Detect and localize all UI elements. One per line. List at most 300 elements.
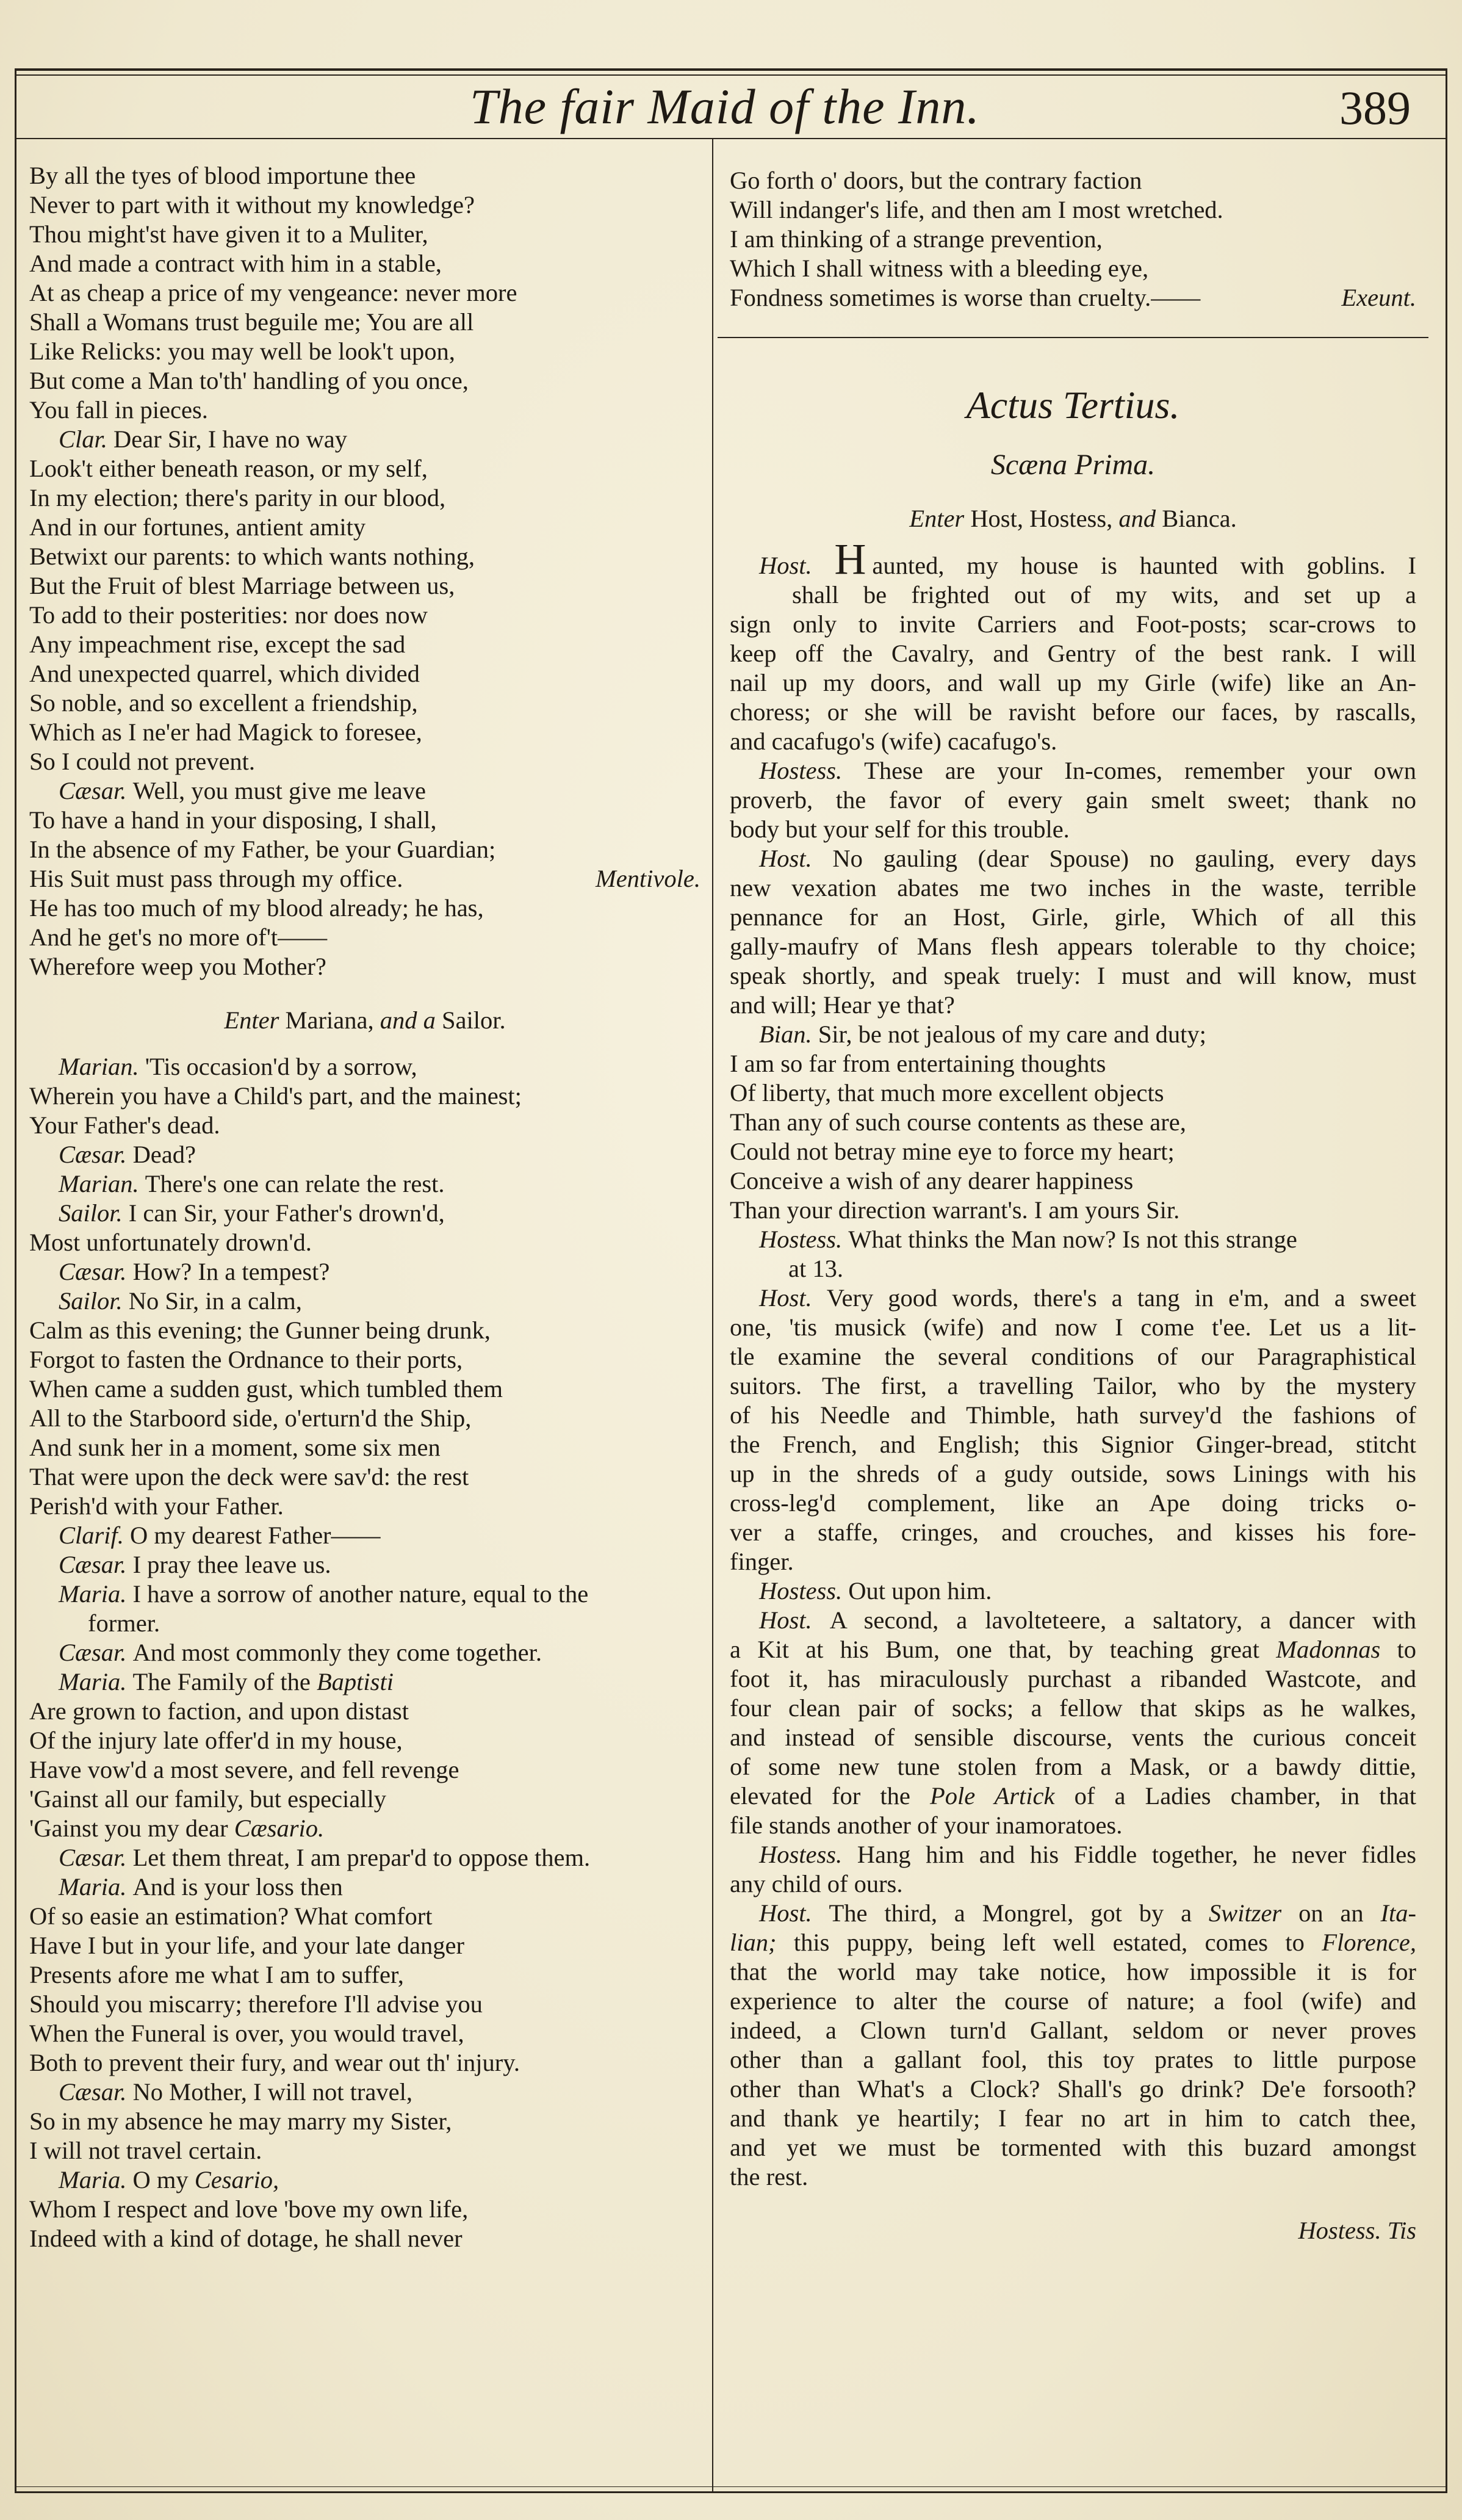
page-border-top-inner (15, 74, 1447, 76)
line-text: up in the shreds of a gudy outside, sows Linings with his (730, 1460, 1416, 1487)
verse-line (730, 195, 1416, 225)
line-text: sign only to invite Carriers and Foot-posts; scar-crows to (730, 610, 1416, 638)
line-text: To add to their posterities: nor does now (29, 601, 428, 629)
verse-line (29, 425, 700, 454)
prose-line (730, 535, 1417, 583)
line-text: experience to alter the course of nature; a fool (wife) and (730, 1987, 1416, 2015)
verse-line (29, 747, 700, 776)
verse-line (29, 1052, 700, 1081)
line-text: one, 'tis musick (wife) and now I come t'ee. Let us a lit- (730, 1313, 1416, 1341)
line-text: The Family of the (132, 1668, 311, 1695)
line-text: All to the Starboord side, o'erturn'd the Ship, (29, 1404, 472, 1432)
prose-line (730, 580, 1416, 610)
line-text: 'Gainst you my dear (29, 1814, 228, 1842)
prose-line (730, 2016, 1416, 2045)
line-text: But come a Man to'th' handling of you once, (29, 367, 469, 394)
verse-line (730, 166, 1416, 195)
line-text: Should you miscarry; therefore I'll advise you (29, 1990, 483, 2018)
line-text: former. (88, 1609, 160, 1637)
line-text: These are your In-comes, remember your own (864, 757, 1416, 784)
prose-line (730, 903, 1416, 932)
line-text: Look't either beneath reason, or my self, (29, 455, 428, 482)
verse-line (29, 1081, 700, 1111)
line-text: I am so far from entertaining thoughts (730, 1050, 1106, 1077)
prose-line (730, 727, 1416, 756)
verse-line (29, 894, 700, 923)
verse-line (29, 2078, 700, 2107)
verse-line (29, 2195, 700, 2224)
line-text: Wherein you have a Child's part, and the mainest; (29, 1082, 522, 1110)
line-text: suitors. The first, a travelling Tailor, who by the mystery (730, 1372, 1416, 1399)
line-text: I pray thee leave us. (132, 1551, 331, 1578)
speaker-name: Bian. (759, 1020, 818, 1048)
line-text: and thank ye heartily; I fear no art in him to catch thee, (730, 2104, 1416, 2132)
prose-line (730, 1694, 1416, 1723)
speaker-name: Cæsar. (59, 1551, 133, 1578)
line-italic: Cesario, (188, 2166, 279, 2193)
verse-line (29, 1580, 700, 1609)
speaker-name: Host. (759, 1606, 830, 1634)
verse-line (29, 1287, 700, 1316)
act-title: Actus Tertius. (966, 383, 1180, 427)
prose-line (730, 1928, 1416, 1957)
prose-line (730, 785, 1416, 815)
drop-capital: H (834, 535, 866, 583)
line-text: Shall a Womans trust beguile me; You are all (29, 308, 474, 336)
verse-line (29, 1697, 700, 1726)
line-text: Sir, be not jealous of my care and duty; (818, 1020, 1206, 1048)
line-text: So I could not prevent. (29, 748, 256, 775)
line-text: Perish'd with your Father. (29, 1492, 284, 1520)
verse-line (29, 2224, 700, 2253)
speaker-name: Hostess. (759, 757, 865, 784)
line-text: foot it, has miraculously purchast a ribanded Wastcote, and (730, 1665, 1416, 1692)
prose-line (730, 1606, 1416, 1635)
prose-line (730, 1957, 1416, 1987)
line-text: choress; or she will be ravisht before our faces, by rascalls, (730, 698, 1416, 726)
line-text: There's one can relate the rest. (145, 1170, 445, 1197)
prose-line (730, 2045, 1416, 2074)
prose-line (730, 1576, 1416, 1606)
verse-line (29, 1609, 700, 1638)
line-text: and instead of sensible discourse, vents the curious conceit (730, 1724, 1416, 1751)
line-italic: Ita- (1363, 1899, 1416, 1927)
speaker-name: Cæsar. (59, 1258, 133, 1285)
line-text: the French, and English; this Signior Ginger-bread, stitcht (730, 1431, 1416, 1458)
line-text: at 13. (788, 1255, 843, 1282)
prose-line (730, 1723, 1416, 1752)
line-text: Out upon him. (848, 1577, 992, 1605)
verse-line (29, 454, 700, 483)
line-text: Which I shall witness with a bleeding eye, (730, 255, 1149, 282)
line-text: Of so easie an estimation? What comfort (29, 1902, 433, 1930)
line-text: But the Fruit of blest Marriage between us, (29, 572, 455, 599)
speaker-name: Marian. (59, 1053, 145, 1080)
prose-line (730, 961, 1416, 991)
line-text: What thinks the Man now? Is not this strange (848, 1226, 1297, 1253)
line-text: And most commonly they come together. (132, 1639, 542, 1666)
line-text: Dear Sir, I have no way (113, 425, 348, 453)
verse-line (29, 1433, 700, 1462)
verse-line (29, 1140, 700, 1169)
verse-line (29, 952, 700, 981)
page-border-left (15, 68, 16, 2493)
line-text: to (1397, 1636, 1416, 1663)
left-column (29, 161, 700, 2253)
line-text: In the absence of my Father, be your Guardian; (29, 836, 496, 863)
line-text: speak shortly, and speak truely: I must and will know, must (730, 962, 1416, 989)
direction-text: Mariana, (279, 1006, 380, 1034)
verse-line (29, 1199, 700, 1228)
verse-line (29, 1462, 700, 1492)
speaker-name: Hostess. (759, 1226, 849, 1253)
line-text: And in our fortunes, antient amity (29, 513, 366, 541)
line-text: tle examine the several conditions of our Paragraphistical (730, 1343, 1416, 1370)
verse-line (29, 1638, 700, 1667)
verse-line (29, 2048, 700, 2078)
prose-line (730, 639, 1416, 668)
verse-line (29, 1785, 700, 1814)
line-text: Have vow'd a most severe, and fell revenge (29, 1756, 459, 1783)
line-text: of his Needle and Thimble, hath survey'd the fashions of (730, 1401, 1416, 1429)
line-text: He has too much of my blood already; he has, (29, 894, 484, 922)
line-text: any child of ours. (730, 1870, 903, 1897)
prose-line (730, 698, 1416, 727)
verse-line (29, 864, 700, 894)
line-text: four clean pair of socks; a fellow that skips as he walkes, (730, 1694, 1416, 1722)
line-text: Fondness sometimes is worse than cruelty.—— (730, 284, 1201, 311)
line-text: 'Gainst all our family, but especially (29, 1785, 387, 1813)
verse-line (730, 254, 1416, 283)
page-number: 389 (1339, 81, 1411, 134)
line-text: I am thinking of a strange prevention, (730, 225, 1103, 253)
verse-line (29, 1872, 700, 1902)
line-text: Both to prevent their fury, and wear out th' injury. (29, 2049, 520, 2076)
line-text: a Kit at his Bum, one that, by teaching great (730, 1636, 1260, 1663)
verse-line (29, 601, 700, 630)
verse-line (29, 2107, 700, 2136)
line-text: shall be frighted out of my wits, and set up a (792, 581, 1416, 608)
header-rule (15, 138, 1447, 139)
line-text: And sunk her in a moment, some six men (29, 1434, 441, 1461)
verse-line (29, 1960, 700, 1990)
line-text: gally-maufry of Mans flesh appears tolerable to thy choice; (730, 933, 1416, 960)
line-text: cross-leg'd complement, like an Ape doing tricks o- (730, 1489, 1416, 1517)
line-text: At as cheap a price of my vengeance: never more (29, 279, 517, 306)
speaker-name: Cæsar. (59, 777, 133, 804)
verse-line (29, 542, 700, 571)
direction-text: Sailor. (435, 1006, 506, 1034)
prose-line (730, 1166, 1416, 1196)
line-text: Are grown to faction, and upon distast (29, 1697, 409, 1725)
verse-line (29, 308, 700, 337)
prose-line (730, 991, 1416, 1020)
line-text: other than a gallant fool, this toy prates to little purpose (730, 2046, 1416, 2073)
line-text: Well, you must give me leave (132, 777, 426, 804)
speaker-name: Host. (759, 845, 833, 872)
stage-direction (29, 981, 700, 1052)
running-title: The fair Maid of the Inn. (470, 79, 980, 134)
speaker-name: Host. (759, 1899, 829, 1927)
line-text: I will not travel certain. (29, 2137, 262, 2164)
line-text: In my election; there's parity in our blood, (29, 484, 446, 511)
line-text: Of liberty, that much more excellent objects (730, 1079, 1164, 1107)
verse-line (29, 1404, 700, 1433)
speaker-name: Cæsar. (59, 1844, 133, 1871)
prose-line (730, 1899, 1416, 1928)
verse-line (29, 1550, 700, 1580)
line-text: and cacafugo's (wife) cacafugo's. (730, 727, 1057, 755)
speaker-name: Hostess. (759, 1577, 849, 1605)
exeunt-direction: Exeunt. (1341, 284, 1416, 311)
verse-line (29, 395, 700, 425)
verse-line (29, 835, 700, 864)
prose-line (730, 1108, 1416, 1137)
verse-line (29, 1814, 700, 1843)
column-divider (712, 138, 713, 2493)
line-text: that the world may take notice, how impossible it is for (730, 1958, 1416, 1985)
prose-line (730, 1811, 1416, 1840)
line-text: this puppy, being left well estated, comes to (793, 1929, 1305, 1956)
verse-line (29, 923, 700, 952)
line-text: Your Father's dead. (29, 1111, 220, 1139)
prose-line (730, 2074, 1416, 2104)
verse-line (29, 571, 700, 601)
entry-last: Bianca. (1162, 505, 1237, 532)
line-text: keep off the Cavalry, and Gentry of the best rank. I will (730, 640, 1416, 667)
line-text: proverb, the favor of every gain smelt sweet; thank no (730, 786, 1416, 814)
line-text: Of the injury late offer'd in my house, (29, 1727, 403, 1754)
line-text: And made a contract with him in a stable, (29, 250, 442, 277)
line-italic: Florence, (1304, 1929, 1417, 1956)
verse-line (29, 1111, 700, 1140)
speaker-name: Hostess. (759, 1841, 857, 1868)
verse-line (29, 513, 700, 542)
prose-line (730, 1518, 1416, 1547)
verse-line (29, 1726, 700, 1755)
line-text: Than any of such course contents as these are, (730, 1108, 1186, 1136)
line-text: on an (1298, 1899, 1364, 1927)
line-text: other than What's a Clock? Shall's go drink? De'e forsooth? (730, 2075, 1416, 2103)
act-divider-rule (718, 337, 1428, 338)
line-text: His Suit must pass through my office. (29, 865, 403, 892)
speaker-name: Maria. (59, 1668, 133, 1695)
prose-line (730, 1664, 1416, 1694)
verse-line (29, 1345, 700, 1374)
line-text: of some new tune stolen from a Mask, or a bawdy dittie, (730, 1753, 1416, 1780)
prose-line (730, 1840, 1416, 1869)
entry-enter: Enter (909, 505, 965, 532)
direction-italic: Enter (224, 1006, 279, 1034)
prose-line (730, 1987, 1416, 2016)
line-text: So noble, and so excellent a friendship, (29, 689, 418, 717)
verse-line (730, 225, 1416, 254)
line-text: body but your self for this trouble. (730, 815, 1070, 843)
line-text: Wherefore weep you Mother? (29, 953, 326, 980)
line-italic: Madonnas (1259, 1636, 1397, 1663)
line-text: Calm as this evening; the Gunner being drunk, (29, 1316, 491, 1344)
prose-line (730, 1313, 1416, 1342)
verse-line (29, 161, 700, 190)
verse-line (29, 1521, 700, 1550)
prose-line (730, 1371, 1416, 1401)
line-text: Most unfortunately drown'd. (29, 1229, 312, 1256)
verse-line (29, 1755, 700, 1785)
prose-line (730, 1137, 1416, 1166)
catchword-text: Hostess. Tis (1298, 2217, 1416, 2244)
prose-line (730, 1547, 1416, 1576)
line-italic: Switzer (1192, 1899, 1299, 1927)
line-text: Have I but in your life, and your late danger (29, 1932, 465, 1959)
prose-line (730, 2133, 1416, 2162)
verse-line (29, 1228, 700, 1257)
scene-end-lines (730, 166, 1416, 312)
scene-dialogue (730, 535, 1417, 2192)
line-italic: Cæsario. (228, 1814, 325, 1842)
scene-title: Scæna Prima. (990, 449, 1156, 481)
line-text: and will; Hear ye that? (730, 991, 955, 1019)
aside-name: Mentivole. (595, 865, 700, 892)
line-text: Dead? (132, 1141, 196, 1168)
entry-and: and (1118, 505, 1156, 532)
prose-line (730, 668, 1416, 698)
line-text: I can Sir, your Father's drown'd, (128, 1199, 445, 1227)
line-text: No gauling (dear Spouse) no gauling, every days (832, 845, 1417, 872)
prose-line (730, 844, 1416, 873)
verse-line (29, 2136, 700, 2165)
catchword (730, 2216, 1416, 2245)
verse-line (29, 249, 700, 278)
line-text: elevated for the (730, 1782, 910, 1810)
prose-line (730, 2162, 1416, 2192)
verse-line (29, 220, 700, 249)
line-text: Like Relicks: you may well be look't upon, (29, 338, 455, 365)
line-text: Very good words, there's a tang in e'm, and a sweet (826, 1284, 1416, 1312)
line-text: And he get's no more of't—— (29, 923, 328, 951)
prose-line (730, 2104, 1416, 2133)
prose-line (730, 1049, 1416, 1078)
prose-line (730, 1020, 1416, 1049)
prose-line (730, 1869, 1416, 1899)
verse-line (29, 278, 700, 308)
prose-line (730, 1283, 1416, 1313)
line-text: Never to part with it without my knowledge? (29, 191, 475, 218)
line-text: How? In a tempest? (132, 1258, 330, 1285)
line-text: Let them threat, I am prepar'd to oppose them. (132, 1844, 591, 1871)
line-italic: lian; (730, 1929, 794, 1956)
verse-line (29, 2165, 700, 2195)
line-text: 'Tis occasion'd by a sorrow, (145, 1053, 417, 1080)
speaker-name: Clar. (59, 425, 114, 453)
prose-line (730, 610, 1416, 639)
verse-line (29, 337, 700, 366)
line-text: I have a sorrow of another nature, equal to the (132, 1580, 589, 1608)
line-italic: Baptisti (310, 1668, 394, 1695)
direction-italic: and a (380, 1006, 436, 1034)
line-text: You fall in pieces. (29, 396, 208, 424)
prose-line (730, 1489, 1416, 1518)
verse-line (29, 688, 700, 718)
verse-line (29, 718, 700, 747)
line-text: pennance for an Host, Girle, girle, Which of all this (730, 903, 1416, 931)
line-text: new vexation abates me two inches in the waste, terrible (730, 874, 1416, 901)
verse-line (29, 1374, 700, 1404)
line-text: Any impeachment rise, except the sad (29, 630, 406, 658)
line-text: Will indanger's life, and then am I most wretched. (730, 196, 1223, 223)
line-text: Indeed with a kind of dotage, he shall never (29, 2225, 463, 2252)
prose-line (730, 1342, 1416, 1371)
page-border-right (1446, 68, 1447, 2493)
line-text: Go forth o' doors, but the contrary faction (730, 167, 1142, 194)
line-text: indeed, a Clown turn'd Gallant, seldom or never proves (730, 2016, 1416, 2044)
line-text: Presents afore me what I am to suffer, (29, 1961, 404, 1988)
prose-line (730, 1635, 1416, 1664)
line-text: Hang him and his Fiddle together, he never fidles (857, 1841, 1417, 1868)
prose-line (730, 1254, 1416, 1283)
prose-line (730, 1078, 1416, 1108)
verse-line (29, 1257, 700, 1287)
line-text: By all the tyes of blood importune thee (29, 162, 416, 189)
line-text: No Mother, I will not travel, (132, 2078, 412, 2106)
line-text: file stands another of your inamoratoes. (730, 1811, 1123, 1839)
prose-line (730, 1196, 1416, 1225)
page-border-top (15, 68, 1447, 71)
speaker-name: Host. (759, 1284, 827, 1312)
line-text: O my (132, 2166, 189, 2193)
verse-line (29, 806, 700, 835)
line-text: Whom I respect and love 'bove my own life, (29, 2195, 469, 2223)
speaker-name: Maria. (59, 2166, 133, 2193)
verse-line (29, 1931, 700, 1960)
speaker-name: Host. (759, 552, 835, 579)
prose-line (730, 815, 1416, 844)
entry-names: Host, Hostess, (970, 505, 1113, 532)
speaker-name: Cæsar. (59, 1141, 133, 1168)
line-italic: Pole Artick (910, 1782, 1075, 1810)
prose-line (730, 1225, 1416, 1254)
line-text: To have a hand in your disposing, I shall, (29, 806, 437, 834)
verse-line (29, 1667, 700, 1697)
line-text: So in my absence he may marry my Sister, (29, 2107, 452, 2135)
line-text: O my dearest Father—— (130, 1522, 381, 1549)
page-border-bottom-inner (15, 2486, 1447, 2487)
speaker-name: Sailor. (59, 1287, 129, 1315)
verse-line (29, 1843, 700, 1872)
prose-line (730, 873, 1416, 903)
speaker-name: Cæsar. (59, 2078, 133, 2106)
verse-line (29, 1169, 700, 1199)
line-text: aunted, my house is haunted with goblins. I (872, 552, 1417, 579)
prose-line (730, 1430, 1416, 1459)
verse-line (29, 1316, 700, 1345)
line-text: Forgot to fasten the Ordnance to their ports, (29, 1346, 463, 1373)
line-text: When came a sudden gust, which tumbled them (29, 1375, 503, 1403)
verse-line (29, 2019, 700, 2048)
verse-line (29, 483, 700, 513)
speaker-name: Maria. (59, 1873, 133, 1901)
line-text: and yet we must be tormented with this buzard amongst (730, 2134, 1416, 2161)
speaker-name: Clarif. (59, 1522, 131, 1549)
verse-line (730, 283, 1416, 312)
verse-line (29, 630, 700, 659)
line-text: And unexpected quarrel, which divided (29, 660, 420, 687)
line-text: The third, a Mongrel, got by a (829, 1899, 1192, 1927)
line-text: Thou might'st have given it to a Muliter, (29, 220, 428, 248)
verse-line (29, 1990, 700, 2019)
verse-line (29, 776, 700, 806)
line-text: When the Funeral is over, you would travel, (29, 2020, 464, 2047)
line-text: Which as I ne'er had Magick to foresee, (29, 718, 422, 746)
